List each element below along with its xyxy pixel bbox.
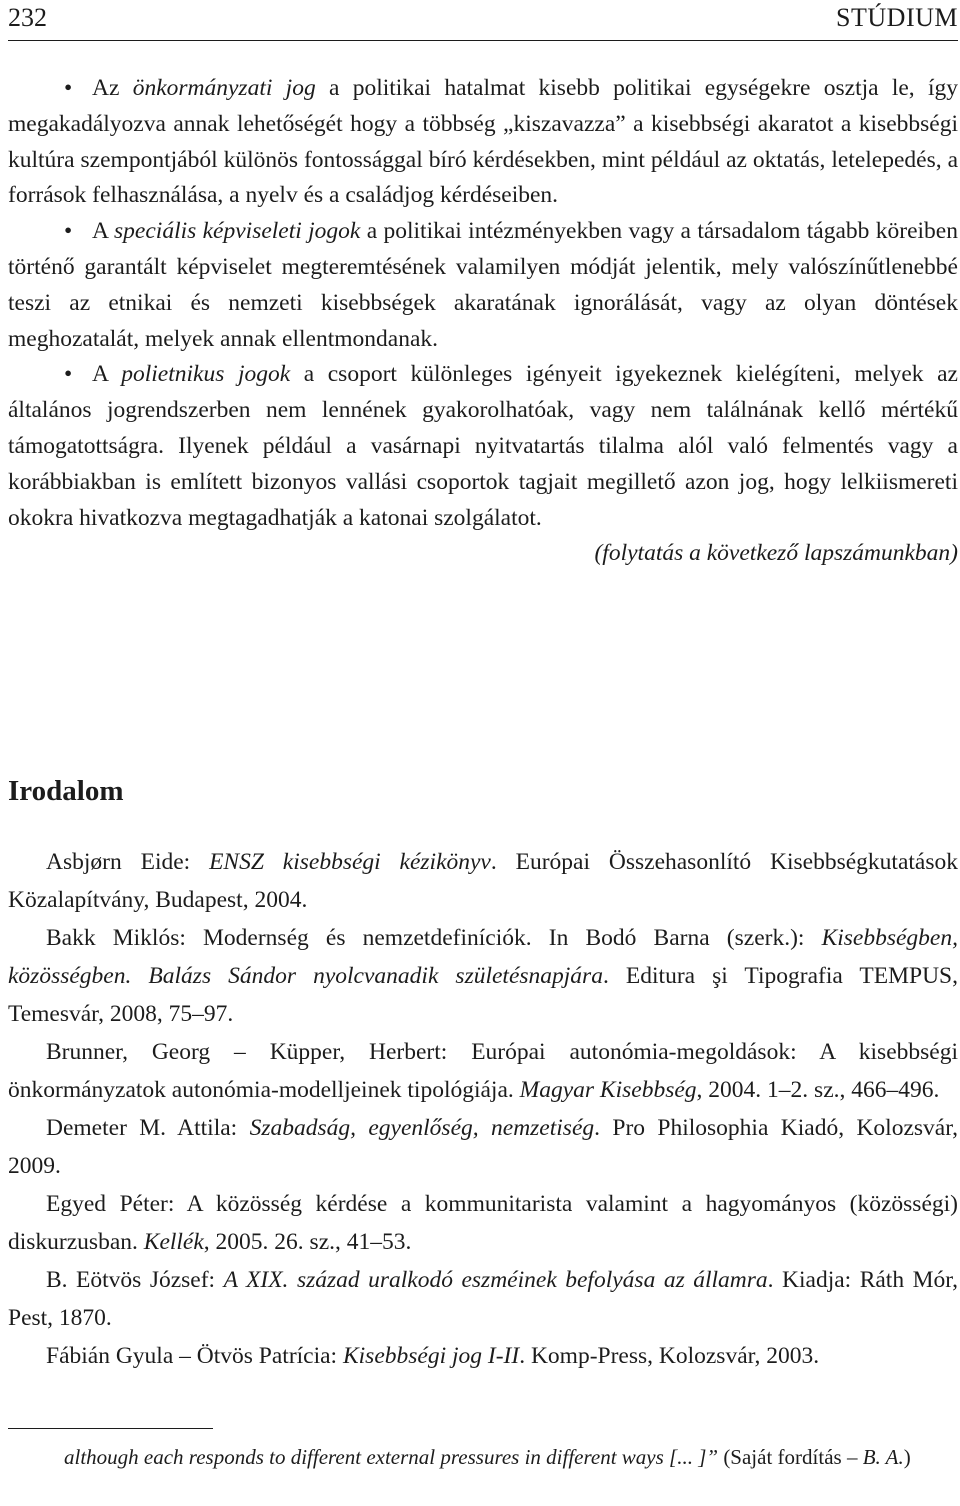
ref-author: Brunner, Georg – Küpper, Herbert: Európai autonómia-megoldások: A kisebbségi önkormányzatok autonómia-modelljeinek tipológiája.: [8, 1039, 958, 1103]
body-text: [8, 71, 958, 572]
bullet-term: speciális képviseleti jogok: [114, 218, 361, 245]
footnote-initials: B. A.: [862, 1445, 904, 1469]
continuation-note: (folytatás a következő lapszámunkban): [594, 540, 958, 567]
ref-rest: . Editura şi Tipografia TEMPUS, Temesvár, 2008, 75–97.: [8, 963, 959, 1027]
bullet-lead: A: [92, 361, 122, 388]
ref-author: B. Eötvös József:: [46, 1267, 224, 1293]
reference-entry: [8, 1109, 958, 1185]
ref-author: Asbjørn Eide:: [46, 849, 210, 875]
reference-list: [8, 843, 958, 1375]
page: [8, 0, 959, 1469]
ref-rest: , 2004. 1–2. sz., 466–496.: [696, 1077, 940, 1103]
bullet-icon: •: [64, 361, 73, 388]
ref-work: Szabadság, egyenlőség, nemzetiség: [249, 1115, 595, 1141]
bullet-text: a politikai hatalmat kisebb politikai egységekre osztja le, így megakadályozva annak lehetőségét hogy a többség „kiszavazza” a kisebbségi akaratot a kisebbségi kultúra szempontjából különös fontossággal bíró kérdésekben, mint például az oktatás, letelepedés, a források felhasználása, a nyelv és a családjog kérdéseiben.: [8, 75, 958, 209]
ref-work: Kellék: [143, 1229, 204, 1255]
reference-entry: [8, 1185, 958, 1261]
bullet-lead: Az: [92, 75, 133, 101]
ref-work: A XIX. század uralkodó eszméinek befolyása az államra: [223, 1267, 768, 1293]
ref-rest: , 2005. 26. sz., 41–53.: [203, 1229, 412, 1255]
ref-author: Demeter M. Attila:: [46, 1115, 250, 1141]
bullet-lead: A: [92, 218, 115, 245]
ref-rest: . Európai Összehasonlító Kisebbségkutatások Közalapítvány, Budapest, 2004.: [8, 849, 958, 913]
journal-title: STÚDIUM: [836, 3, 958, 32]
footnote-rule: [8, 1428, 213, 1429]
ref-author: Egyed Péter: A közösség kérdése a kommunitarista valamint a hagyományos (közösségi) diskurzusban.: [8, 1191, 958, 1255]
footnote-note: (Saját fordítás –: [718, 1445, 863, 1469]
bullet-term: polietnikus jogok: [121, 361, 291, 388]
ref-rest: . Pro Philosophia Kiadó, Kolozsvár, 2009.: [8, 1115, 958, 1179]
ref-rest: . Kiadja: Ráth Mór, Pest, 1870.: [8, 1267, 958, 1331]
bullet-paragraph-self-government: [8, 71, 958, 214]
ref-author: Fábián Gyula – Ötvös Patrícia:: [46, 1343, 343, 1369]
bullet-icon: •: [64, 218, 73, 245]
page-number: 232: [8, 3, 47, 32]
footnote-close: ): [903, 1445, 911, 1469]
reference-entry: [8, 1033, 958, 1109]
footnote: [8, 1440, 958, 1474]
header-rule: [8, 40, 958, 41]
reference-entry: [8, 919, 958, 1033]
bullet-paragraph-polyethnic-rights: [8, 357, 958, 536]
bullet-term: önkormányzati jog: [132, 75, 316, 101]
reference-entry: [8, 1337, 958, 1375]
ref-work: ENSZ kisebbségi kézikönyv: [209, 849, 491, 875]
ref-author: Bakk Miklós: Modernség és nemzetdefiníciók. In Bodó Barna (szerk.):: [46, 925, 822, 951]
running-head: [8, 0, 958, 40]
ref-work: Kisebbségben, közösségben. Balázs Sándor nyolcvanadik születésnapjára: [8, 925, 958, 989]
footnote-quote: although each responds to different external pressures in different ways [... ]”: [64, 1445, 719, 1469]
ref-work: Kisebbségi jog I-II: [342, 1343, 520, 1369]
bullet-text: a csoport különleges igényeit igyekeznek kielégíteni, melyek az általános jogrendszerben nem lennének gyakorolhatóak, vagy nem találnának kellő mértékű támogatottságra. Ilyenek például a vasárnapi nyitvatartás tilalma alól való felmentés vagy a korábbiakban is említett bizonyos vallási csoportok tagjait megillető azon jog, hogy lelkiismereti okokra hivatkozva megtagadhatják a katonai szolgálatot.: [8, 361, 958, 531]
reference-entry: [8, 1261, 958, 1337]
ref-work: Magyar Kisebbség: [519, 1077, 697, 1103]
bullet-text: a politikai intézményekben vagy a társadalom tágabb köreiben történő garantált képviselet megteremtésének valamilyen módját jelentik, mely valószínűtlenebbé teszi az etnikai és nemzeti kisebbségek akaratának ignorálását, vagy az olyan döntések meghozatalát, melyek annak ellentmondanak.: [8, 218, 958, 352]
ref-rest: . Komp-Press, Kolozsvár, 2003.: [519, 1343, 820, 1369]
reference-entry: [8, 843, 958, 919]
bullet-paragraph-special-representation: [8, 214, 958, 357]
section-title: Irodalom: [8, 775, 124, 807]
bullet-icon: •: [64, 75, 73, 101]
